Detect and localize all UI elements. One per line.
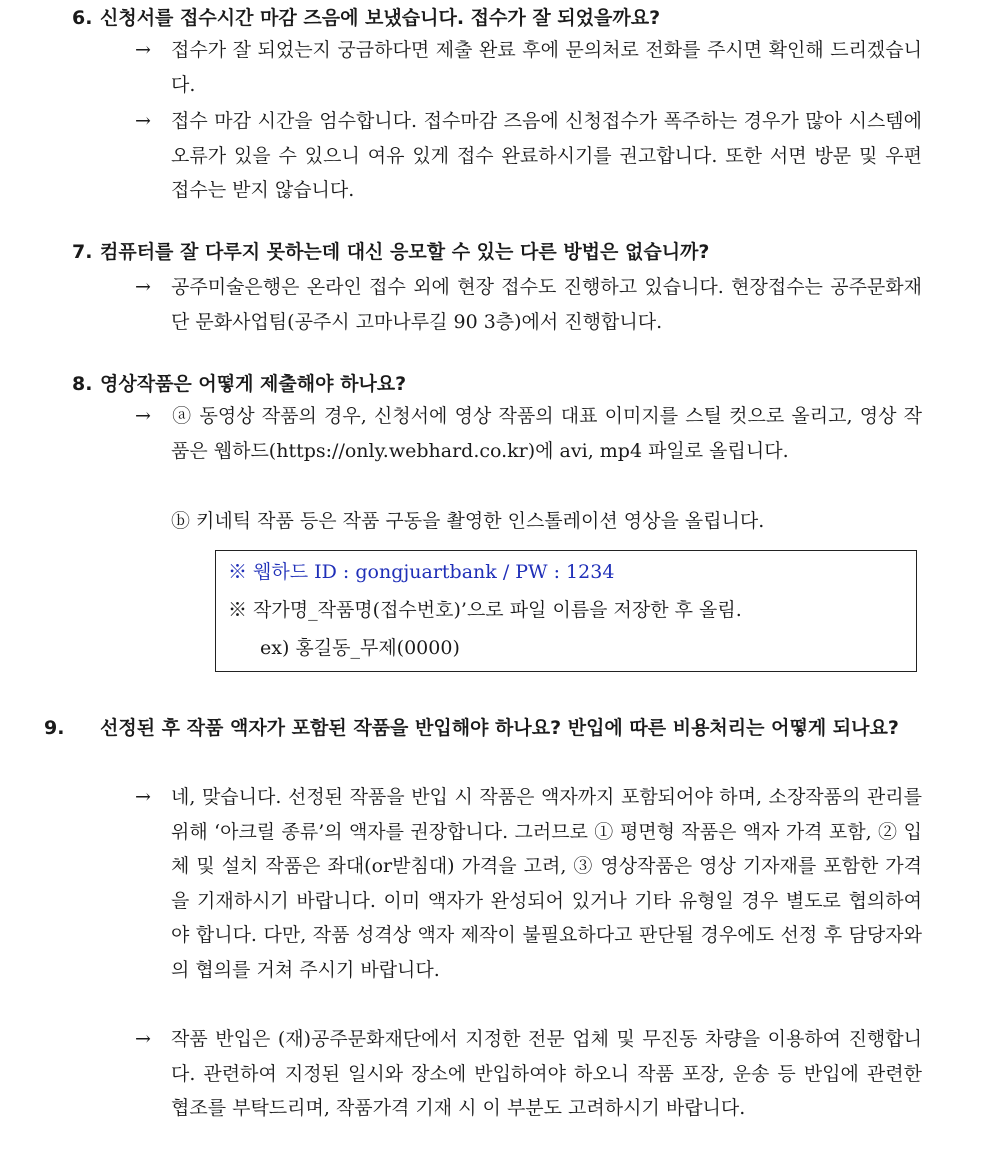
question-number: 7.	[72, 241, 93, 263]
arrow-icon: →	[135, 39, 151, 61]
faq-answer-8-a	[135, 399, 922, 468]
answer-text: ⓐ 동영상 작품의 경우, 신청서에 영상 작품의 대표 이미지를 스틸 컷으로 올리고, 영상 작품은 웹하드(https://only.webhard.co.kr)에 avi, mp4 파일로 올립니다.	[171, 405, 922, 462]
arrow-icon: →	[135, 786, 151, 808]
arrow-icon: →	[135, 405, 151, 427]
question-text: 컴퓨터를 잘 다루지 못하는데 대신 응모할 수 있는 다른 방법은 없습니까?	[100, 241, 710, 263]
faq-question-7	[72, 234, 922, 271]
webhard-credentials: ※ 웹하드 ID : gongjuartbank / PW : 1234	[228, 561, 615, 583]
question-text: 영상작품은 어떻게 제출해야 하나요?	[100, 373, 407, 395]
answer-text: 접수 마감 시간을 엄수합니다. 접수마감 즈음에 신청접수가 폭주하는 경우가 많아 시스템에 오류가 있을 수 있으니 여유 있게 접수 완료하시기를 권고합니다. 또한 서면 방문 및 우편 접수는 받지 않습니다.	[171, 110, 922, 201]
faq-answer-8-b: ⓑ 키네틱 작품 등은 작품 구동을 촬영한 인스톨레이션 영상을 올립니다.	[171, 510, 765, 532]
question-text: 신청서를 접수시간 마감 즈음에 보냈습니다. 접수가 잘 되었을까요?	[100, 7, 661, 29]
arrow-icon: →	[135, 110, 151, 132]
faq-question-8	[72, 366, 922, 403]
faq-question-6	[72, 0, 922, 37]
faq-answer-6-2	[135, 104, 922, 208]
faq-answer-7-1	[135, 270, 922, 339]
file-naming-rule: ※ 작가명_작품명(접수번호)’으로 파일 이름을 저장한 후 올림.	[228, 599, 742, 621]
webhard-info-box	[215, 550, 917, 672]
answer-text: 공주미술은행은 온라인 접수 외에 현장 접수도 진행하고 있습니다. 현장접수는 공주문화재단 문화사업팀(공주시 고마나루길 90 3층)에서 진행합니다.	[171, 276, 922, 333]
arrow-icon: →	[135, 1028, 151, 1050]
question-number: 9.	[44, 717, 65, 739]
faq-question-9	[44, 710, 922, 747]
faq-answer-9-1	[135, 780, 922, 987]
file-naming-example: ex) 홍길동_무제(0000)	[260, 637, 460, 659]
question-number: 6.	[72, 7, 93, 29]
question-text: 선정된 후 작품 액자가 포함된 작품을 반입해야 하나요? 반입에 따른 비용처리는 어떻게 되나요?	[100, 717, 899, 739]
arrow-icon: →	[135, 276, 151, 298]
answer-text: 접수가 잘 되었는지 궁금하다면 제출 완료 후에 문의처로 전화를 주시면 확인해 드리겠습니다.	[171, 39, 922, 96]
faq-answer-9-2	[135, 1022, 922, 1126]
faq-answer-6-1	[135, 33, 922, 102]
answer-text: 네, 맞습니다. 선정된 작품을 반입 시 작품은 액자까지 포함되어야 하며, 소장작품의 관리를 위해 ‘아크릴 종류’의 액자를 권장합니다. 그러므로 ① 평면형 작품은 액자 가격 포함, ② 입체 및 설치 작품은 좌대(or받침대) 가격을 고려, ③ 영상작품은 영상 기자재를 포함한 가격을 기재하시기 바랍니다. 이미 액자가 완성되어 있거나 기타 유형일 경우 별도로 협의하여야 합니다. 다만, 작품 성격상 액자 제작이 불필요하다고 판단될 경우에도 선정 후 담당자와의 협의를 거쳐 주시기 바랍니다.	[171, 786, 922, 981]
question-number: 8.	[72, 373, 93, 395]
answer-text: 작품 반입은 (재)공주문화재단에서 지정한 전문 업체 및 무진동 차량을 이용하여 진행합니다. 관련하여 지정된 일시와 장소에 반입하여야 하오니 작품 포장, 운송 등 반입에 관련한 협조를 부탁드리며, 작품가격 기재 시 이 부분도 고려하시기 바랍니다.	[171, 1028, 922, 1119]
